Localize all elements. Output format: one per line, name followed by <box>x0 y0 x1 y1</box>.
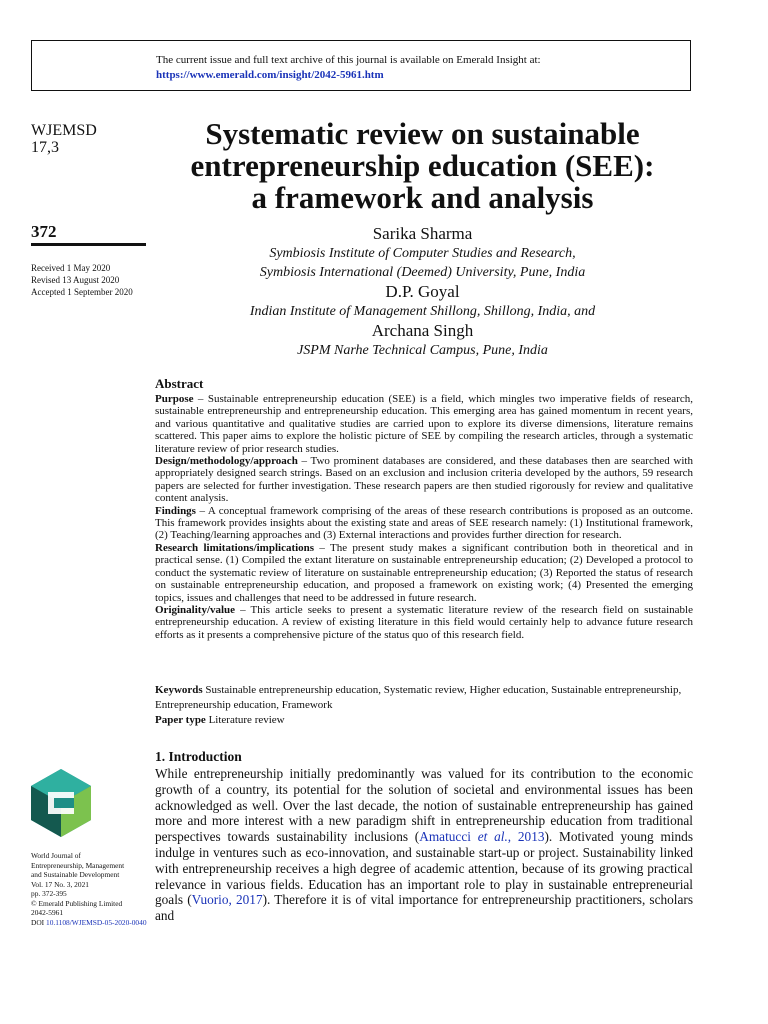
paper-type-label: Paper type <box>155 714 206 726</box>
submission-dates <box>31 262 146 298</box>
meta-line: Vol. 17 No. 3, 2021 <box>31 879 89 889</box>
body-text: ). Motivated young minds indulge in ventures such as eco-innovation, and sustainable start-up or project. Sustainability linked with entrepreneurship receives a high degree of academic attention, because of its growing practical relevance in various fields. Education has an important role to play in sustainable entrepreneurial goals ( <box>155 829 693 908</box>
citation-author: Amatucci <box>419 829 478 845</box>
emerald-logo-icon <box>30 768 92 838</box>
keywords-block <box>155 683 693 728</box>
article-title <box>150 118 695 214</box>
section-label: Purpose <box>155 393 194 405</box>
author-name: Archana Singh <box>371 321 474 340</box>
author-affiliation: Symbiosis International (Deemed) University, Pune, India <box>259 265 586 280</box>
abstract-body <box>155 393 693 641</box>
abstract-findings <box>155 505 693 542</box>
paper-type <box>155 713 693 728</box>
journal-volume: 17,3 <box>31 139 59 156</box>
section-heading-introduction: 1. Introduction <box>155 749 242 764</box>
journal-name: WJEMSD <box>31 122 97 139</box>
meta-line: 2042-5961 <box>31 908 64 917</box>
title-line: Systematic review on sustainable <box>205 116 640 151</box>
notice-line: The current issue and full text archive of this journal is available on Emerald Insight at: <box>156 54 541 66</box>
citation-link[interactable]: Vuorio, 2017 <box>191 892 263 908</box>
accepted-date: Accepted 1 September 2020 <box>31 287 133 297</box>
keywords-label: Keywords <box>155 684 203 696</box>
doi-link[interactable]: 10.1108/WJEMSD-05-2020-0040 <box>46 917 147 927</box>
journal-url-link[interactable]: https://www.emerald.com/insight/2042-5961.htm <box>156 69 384 81</box>
meta-line: and Sustainable Development <box>31 870 120 879</box>
access-notice <box>156 53 541 83</box>
author-affiliation: Indian Institute of Management Shillong, Shillong, India, and <box>249 304 596 319</box>
journal-abbreviation <box>31 122 146 156</box>
paper-type-text: Literature review <box>205 714 285 726</box>
meta-line: pp. 372-395 <box>31 889 67 898</box>
author-name: D.P. Goyal <box>385 282 460 301</box>
citation-link[interactable] <box>419 829 544 844</box>
introduction-paragraph <box>155 766 693 924</box>
author-affiliation: Symbiosis Institute of Computer Studies and Research, <box>269 246 576 261</box>
section-text: – Two prominent databases are considered, and these databases then are searched with appropriately designed search strings. Based on an exclusion and inclusion criteria developed by the authors, 59 research papers are selected for further investigation. These research papers are then studied rigorously for review and qualitative content analysis. <box>155 455 693 505</box>
section-text: – Sustainable entrepreneurship education (SEE) is a field, which mingles two imperative fields of research, sustainable entrepreneurship and entrepreneurship education. This emerging area has gained momentum in recent years, and various quantitative and qualitative studies are carried upon to explore its diverse dimensions, literature remains scattered. This paper aims to explore the holistic picture of SEE by compiling the research articles, through a systematic literature review of prior research studies. <box>155 393 693 455</box>
doi-line <box>31 918 149 928</box>
meta-line: © Emerald Publishing Limited <box>31 898 123 908</box>
section-text: – This article seeks to present a systematic literature review of the research field on sustainable entrepreneurship education. A review of existing literature in this field would certainly help to advance future research efforts as it presents a comprehensive picture of the status quo of this research field. <box>155 603 693 641</box>
citation-year: , 2013 <box>507 829 545 845</box>
section-label: Research limitations/implications <box>155 541 315 554</box>
section-label: Findings <box>155 504 196 517</box>
section-text: – A conceptual framework comprising of the areas of these research contributions is proposed as an outcome. This framework provides insights about the existing state and areas of SEE research namely: (1) Institutional framework, (2) Teaching/learning approaches and (3) External interactions and provides further direction for research. <box>155 504 693 542</box>
keywords-text: Sustainable entrepreneurship education, Systematic review, Higher education, Sustainable entrepreneurship, Entrepreneurship education, Framework <box>155 684 682 711</box>
access-notice-box <box>31 40 691 91</box>
journal-metadata <box>31 851 149 927</box>
abstract-design <box>155 455 693 505</box>
author-name: Sarika Sharma <box>372 224 473 243</box>
abstract-purpose <box>155 393 693 455</box>
section-label: Design/methodology/approach <box>155 455 298 468</box>
meta-line: Entrepreneurship, Management <box>31 860 125 870</box>
page-number: 372 <box>31 222 57 241</box>
meta-line: World Journal of <box>31 851 81 860</box>
body-text: ). Therefore it is of vital importance for entrepreneurship practitioners, scholars and <box>155 892 693 924</box>
keywords <box>155 683 693 713</box>
author-affiliation: JSPM Narhe Technical Campus, Pune, India <box>297 343 548 358</box>
body-text: While entrepreneurship initially predominantly was valued for its contribution to the economic growth of a country, its potential for the solution of societal and environmental issues has been acknowledged as well. Over the last decade, the notion of sustainable entrepreneurship has gained more and more interest with a new paradigm shift in entrepreneurship education from traditional perspectives towards sustainability inclusions ( <box>155 766 693 845</box>
received-date: Received 1 May 2020 <box>31 263 111 273</box>
title-line: entrepreneurship education (SEE): <box>190 148 655 183</box>
sidebar-divider <box>31 243 146 246</box>
revised-date: Revised 13 August 2020 <box>31 275 120 285</box>
section-label: Originality/value <box>155 603 236 616</box>
doi-prefix: DOI <box>31 917 45 927</box>
title-line: a framework and analysis <box>251 180 594 215</box>
section-text: – The present study makes a significant contribution both in theoretical and in practical sense. (1) Compiled the extant literature on sustainable entrepreneurship education; (2) Developed a protocol to conduct the systematic review of literature on sustainable entrepreneurship education; (3) Reported the status of research on sustainable entrepreneurship education, and proposed a framework on existing work; (4) Presented the emerging topics, issues and challenges that need to be addressed in future research. <box>155 541 693 604</box>
author-list <box>150 224 695 360</box>
citation-etal: et al. <box>477 829 508 845</box>
abstract-heading: Abstract <box>155 376 204 391</box>
abstract-limitations <box>155 542 693 604</box>
abstract-originality <box>155 604 693 641</box>
